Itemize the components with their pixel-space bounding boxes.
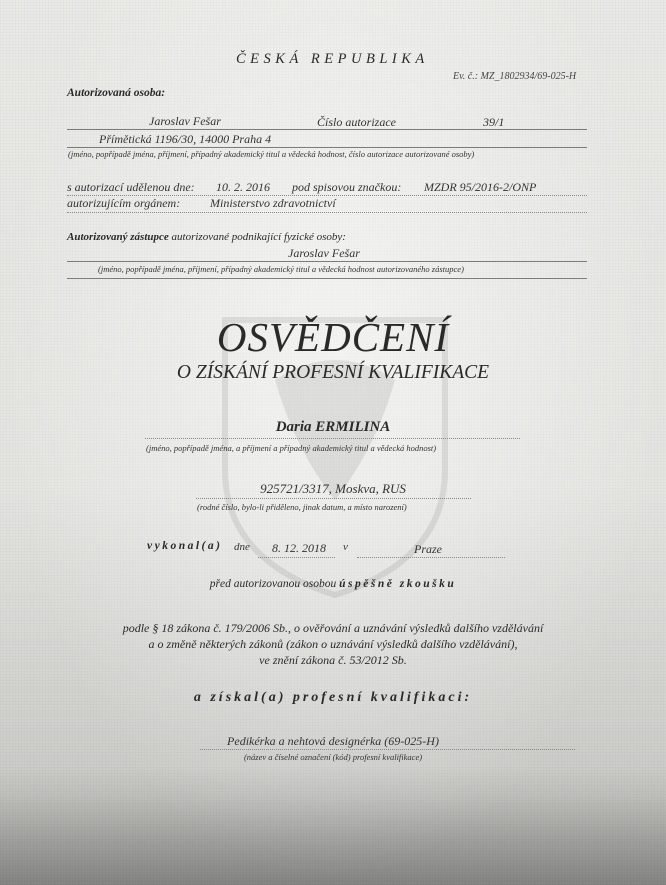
exam-place: Praze bbox=[414, 542, 442, 556]
certificate-title: OSVĚDČENÍ bbox=[216, 314, 450, 360]
authorized-person-address: Přímětická 1196/30, 14000 Praha 4 bbox=[99, 132, 272, 146]
exam-date-line bbox=[258, 557, 335, 558]
before-authorized-person-text: před autorizovanou osobou bbox=[209, 578, 337, 590]
file-number-label: pod spisovou značkou: bbox=[292, 180, 402, 194]
exam-place-label: v bbox=[343, 541, 348, 553]
holder-name: Daria ERMILINA bbox=[275, 419, 391, 435]
representative-bottom-line bbox=[67, 278, 587, 279]
photo-shadow bbox=[0, 765, 666, 885]
qualification-caption: (název a číselné označení (kód) profesní kvalifikace) bbox=[243, 752, 423, 762]
representative-heading bbox=[67, 231, 346, 243]
organ-name: Ministerstvo zdravotnictví bbox=[210, 196, 336, 210]
authorized-person-name: Jaroslav Fešar bbox=[149, 114, 221, 128]
authorized-person-heading: Autorizovaná osoba: bbox=[67, 87, 166, 99]
holder-birth-caption: (rodné číslo, bylo-li přiděleno, jinak datum, a místo narození) bbox=[197, 502, 407, 512]
exam-date: 8. 12. 2018 bbox=[272, 541, 326, 555]
certificate-subtitle: O ZÍSKÁNÍ PROFESNÍ KVALIFIKACE bbox=[176, 362, 490, 383]
granted-label: s autorizací udělenou dne: bbox=[67, 180, 195, 194]
authorized-person-caption: (jméno, popřípadě jména, příjmení, případný akademický titul a vědecká hodnost, číslo autorizace autorizované osoby) bbox=[68, 149, 475, 159]
country-heading: ČESKÁ REPUBLIKA bbox=[236, 51, 429, 67]
exam-place-line bbox=[357, 557, 505, 558]
address-line bbox=[67, 147, 587, 148]
holder-birth: 925721/3317, Moskva, RUS bbox=[260, 481, 406, 496]
acquired-qualification-text: a získal(a) profesní kvalifikaci: bbox=[193, 690, 473, 705]
legal-line-1: podle § 18 zákona č. 179/2006 Sb., o ověřování a uznávání výsledků dalšího vzdělávání bbox=[122, 621, 544, 635]
successful-exam-text: úspěšně zkoušku bbox=[339, 578, 457, 590]
exam-date-label: dne bbox=[234, 541, 250, 553]
holder-name-caption: (jméno, popřípadě jména, a příjmení a případný akademický titul a vědecká hodnost) bbox=[146, 443, 437, 453]
qualification-line bbox=[200, 749, 575, 750]
granted-date: 10. 2. 2016 bbox=[216, 180, 270, 194]
legal-line-2: a o změně některých zákonů (zákon o uznávání výsledků dalšího vzdělávání), bbox=[148, 637, 518, 651]
representative-heading-bold: Autorizovaný zástupce bbox=[67, 231, 169, 243]
organ-label: autorizujícím orgánem: bbox=[67, 196, 181, 210]
holder-name-line bbox=[145, 438, 520, 439]
authorization-number: 39/1 bbox=[483, 115, 505, 129]
representative-line bbox=[67, 261, 587, 262]
file-number: MZDR 95/2016-2/ONP bbox=[424, 180, 537, 194]
holder-birth-line bbox=[196, 498, 471, 499]
exam-result bbox=[0, 578, 666, 590]
registration-number: Ev. č.: MZ_1802934/69-025-H bbox=[453, 71, 577, 82]
authorization-number-label: Číslo autorizace bbox=[317, 115, 397, 129]
qualification-name: Pedikérka a nehtová designérka (69-025-H) bbox=[227, 734, 439, 748]
representative-caption: (jméno, popřípadě jména, příjmení, případný akademický titul a vědecká hodnost autorizovaného zástupce) bbox=[98, 264, 464, 274]
performed-label: vykonal(a) bbox=[147, 540, 223, 552]
organ-line bbox=[67, 212, 587, 213]
legal-line-3: ve znění zákona č. 53/2012 Sb. bbox=[259, 653, 407, 667]
representative-heading-rest: autorizované podnikající fyzické osoby: bbox=[171, 231, 346, 243]
representative-name: Jaroslav Fešar bbox=[288, 246, 360, 260]
